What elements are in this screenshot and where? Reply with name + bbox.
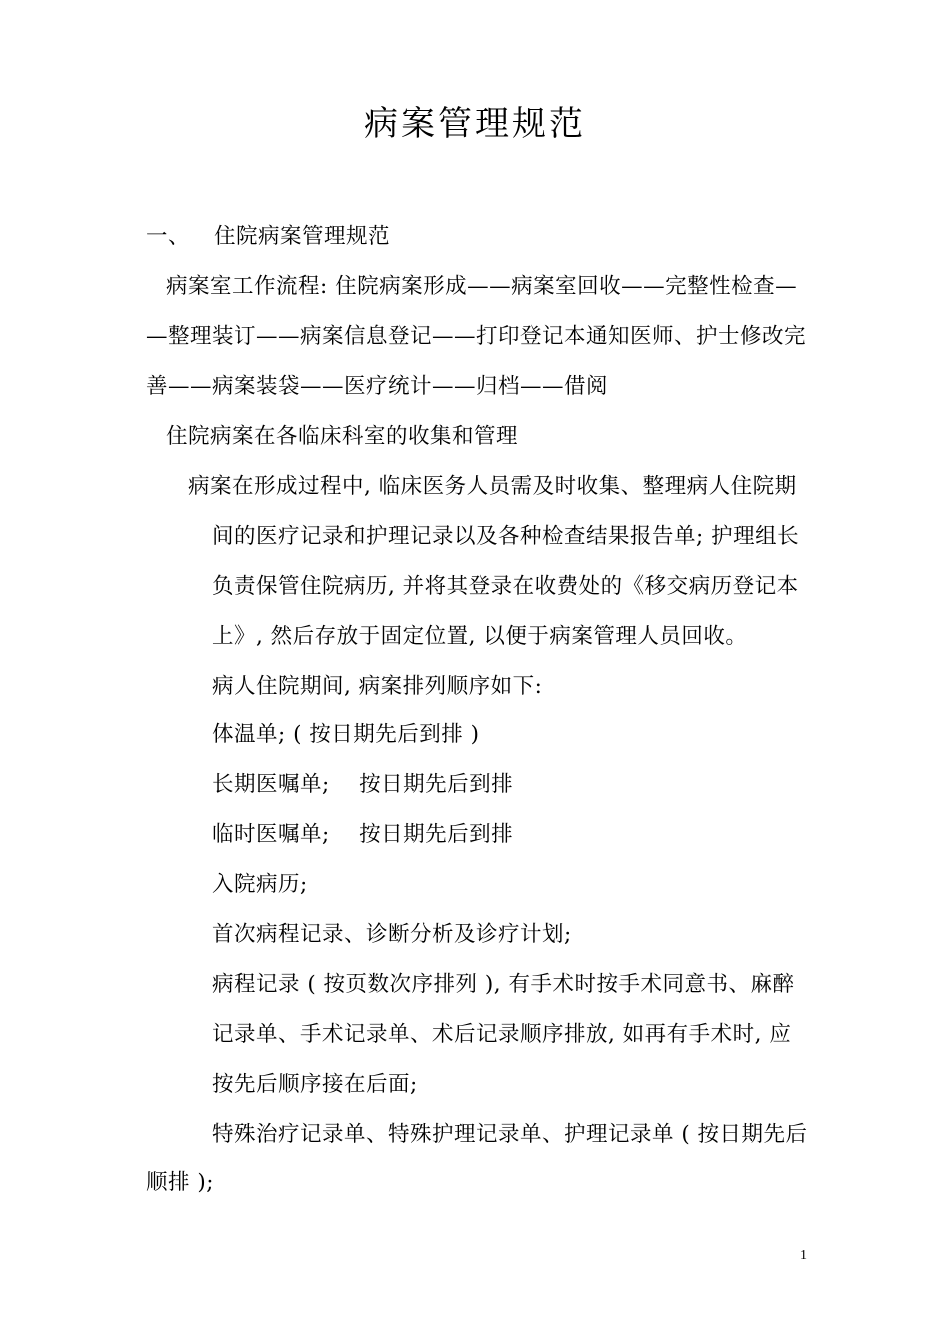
- list-item-7-line-1: 特殊治疗记录单、特殊护理记录单、护理记录单 ( 按日期先后: [212, 1122, 808, 1147]
- list-item-2: 长期医嘱单; 按日期先后到排: [212, 772, 514, 797]
- paragraph-line-4: 上》, 然后存放于固定位置, 以便于病案管理人员回收。: [212, 624, 748, 649]
- paragraph-line-3: 负责保管住院病历, 并将其登录在收费处的《移交病历登记本: [212, 574, 799, 599]
- list-item-6-line-2: 记录单、手术记录单、术后记录顺序排放, 如再有手术时, 应: [212, 1022, 792, 1047]
- section-heading-text: 住院病案管理规范: [214, 224, 391, 249]
- list-item-4: 入院病历;: [212, 872, 308, 897]
- order-intro: 病人住院期间, 病案排列顺序如下:: [212, 674, 543, 699]
- workflow-line-1: 病案室工作流程: 住院病案形成——病案室回收——完整性检查—: [166, 274, 798, 299]
- document-title: 病案管理规范: [364, 104, 586, 144]
- workflow-line-3: 善——病案装袋——医疗统计——归档——借阅: [146, 374, 609, 399]
- list-item-7-line-2: 顺排 );: [146, 1170, 214, 1195]
- list-item-5: 首次病程记录、诊断分析及诊疗计划;: [212, 922, 572, 947]
- paragraph-line-2: 间的医疗记录和护理记录以及各种检查结果报告单; 护理组长: [212, 524, 800, 549]
- list-item-6-line-3: 按先后顺序接在后面;: [212, 1072, 418, 1097]
- section-heading: [146, 222, 390, 252]
- page-number: 1: [800, 1248, 807, 1263]
- list-item-6-line-1: 病程记录 ( 按页数次序排列 ), 有手术时按手术同意书、麻醉: [212, 972, 795, 997]
- workflow-line-2: —整理装订——病案信息登记——打印登记本通知医师、护士修改完: [146, 324, 807, 349]
- paragraph-line-1: 病案在形成过程中, 临床医务人员需及时收集、整理病人住院期: [188, 474, 797, 499]
- section-number: 一、: [146, 224, 191, 249]
- list-item-3: 临时医嘱单; 按日期先后到排: [212, 822, 514, 847]
- subheading: 住院病案在各临床科室的收集和管理: [166, 424, 519, 449]
- list-item-1: 体温单; ( 按日期先后到排 ): [212, 722, 480, 747]
